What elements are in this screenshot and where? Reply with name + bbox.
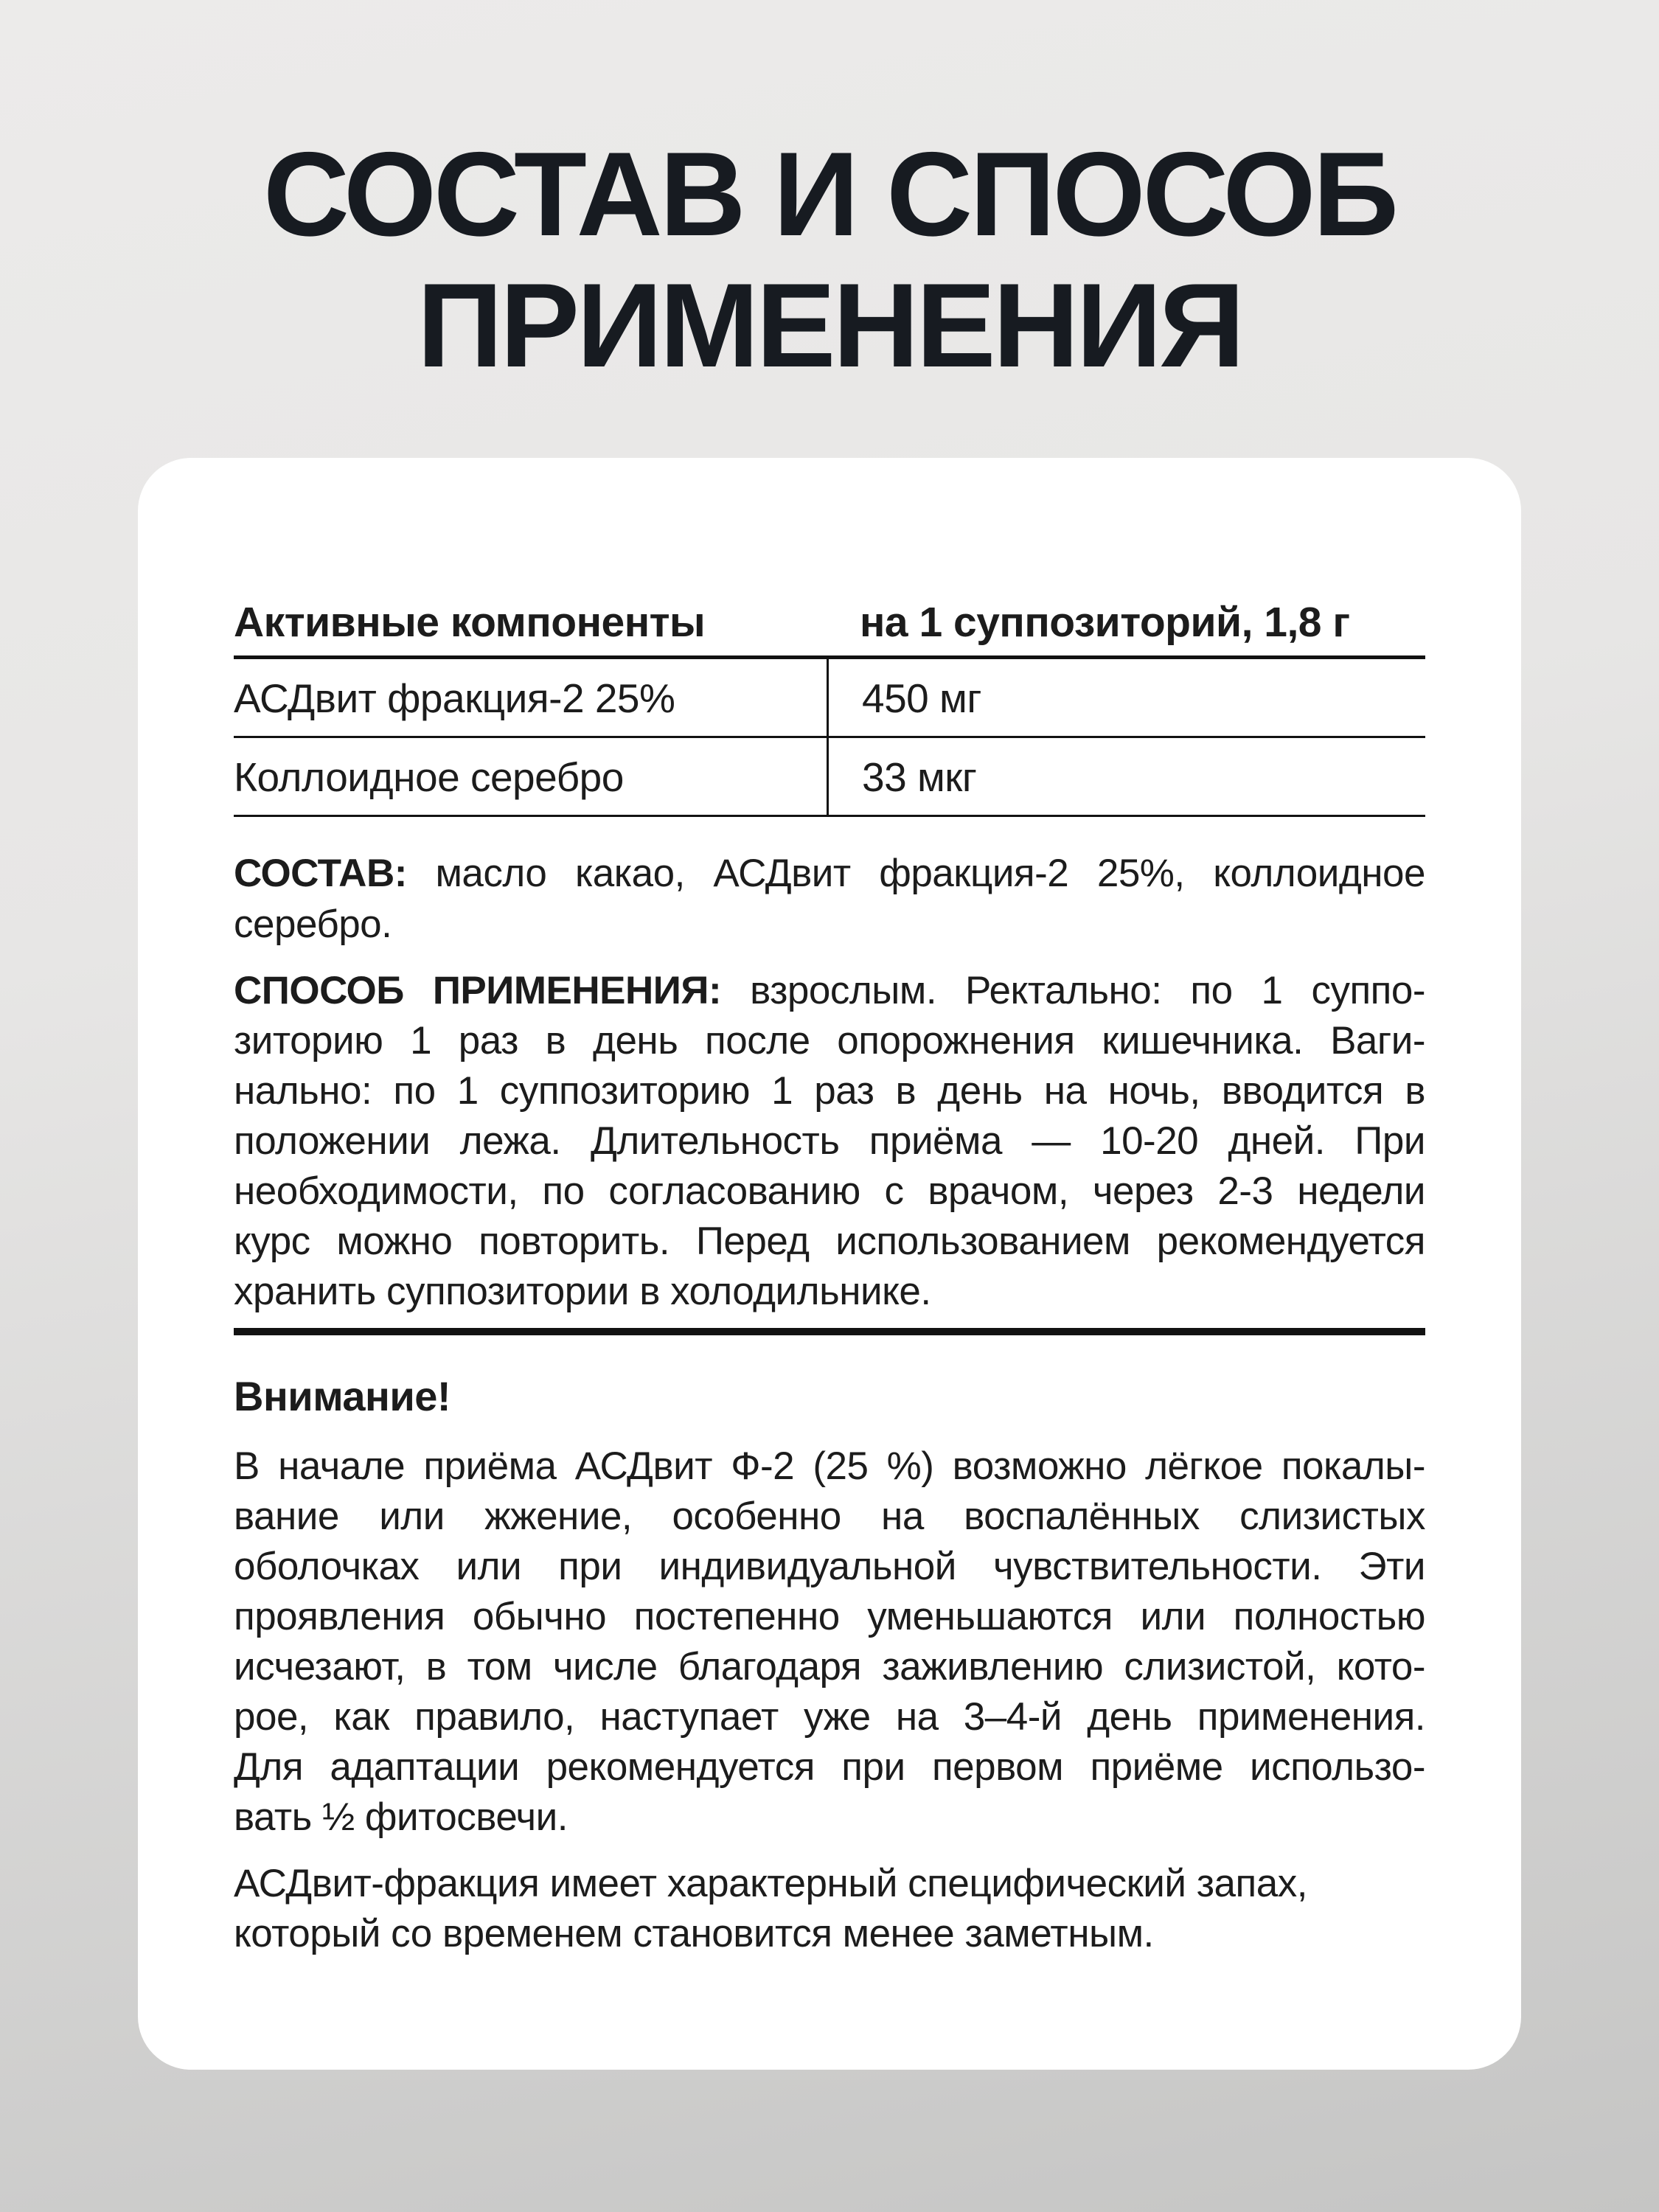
ingredient-name-cell: Коллоидное серебро: [234, 754, 624, 800]
text-line: вание или жжение, особенно на воспалённых слизистых: [234, 1495, 1425, 1538]
ingredient-name-cell: АСДвит фракция-2 25%: [234, 675, 675, 721]
composition-paragraph: [234, 848, 1425, 950]
text-line: зиторию 1 раз в день после опорожнения кишечника. Ваги-: [234, 1019, 1425, 1062]
odor-note-paragraph: [234, 1859, 1425, 1959]
title-line-2: ПРИМЕНЕНИЯ: [417, 259, 1242, 392]
text-line: хранить суппозитории в холодильнике.: [234, 1270, 931, 1313]
text-line: серебро.: [234, 902, 392, 946]
text-line: положении лежа. Длительность приёма — 10-20 дней. При: [234, 1119, 1425, 1163]
paragraph-lead: СПОСОБ ПРИМЕНЕНИЯ:: [234, 969, 722, 1012]
text-line: нально: по 1 суппозиторию 1 раз в день на ночь, вводится в: [234, 1069, 1425, 1113]
table-body: [234, 659, 1425, 817]
text-line: курс можно повторить. Перед использованием рекомендуется: [234, 1220, 1425, 1263]
column-header-per-suppository: на 1 суппозиторий, 1,8 г: [860, 599, 1350, 646]
text-line: вать ½ фитосвечи.: [234, 1795, 568, 1839]
text-line: оболочках или при индивидуальной чувствительности. Эти: [234, 1545, 1425, 1588]
text-line: АСДвит-фракция имеет характерный специфический запах,: [234, 1862, 1307, 1905]
text-line: В начале приёма АСДвит Ф-2 (25 %) возможно лёгкое покалы-: [234, 1444, 1425, 1488]
table-row: [234, 659, 1425, 738]
text-line: который со временем становится менее заметным.: [234, 1912, 1154, 1955]
column-header-components: Активные компоненты: [234, 599, 706, 646]
text-line: рое, как правило, наступает уже на 3–4-й день применения.: [234, 1695, 1425, 1739]
components-table: [234, 598, 1425, 817]
section-divider: [234, 1328, 1425, 1335]
text-line: исчезают, в том числе благодаря заживлению слизистой, кото-: [234, 1645, 1425, 1688]
info-card: [138, 458, 1521, 2070]
ingredient-value-cell: 33 мкг: [827, 738, 1425, 815]
page-title: [0, 0, 1659, 392]
usage-paragraph: [234, 966, 1425, 1317]
title-line-1: СОСТАВ И СПОСОБ: [263, 128, 1396, 261]
text-line: СПОСОБ ПРИМЕНЕНИЯ: взрослым. Ректально: по 1 суппо-: [234, 969, 1425, 1012]
text-line: СОСТАВ: масло какао, АСДвит фракция-2 25%, коллоидное: [234, 852, 1425, 895]
table-row: [234, 738, 1425, 817]
attention-heading: Внимание!: [234, 1373, 451, 1419]
text-line: необходимости, по согласованию с врачом, через 2-3 недели: [234, 1169, 1425, 1213]
ingredient-value-cell: 450 мг: [827, 659, 1425, 736]
table-header-row: [234, 598, 1425, 659]
text-line: проявления обычно постепенно уменьшаются или полностью: [234, 1595, 1425, 1638]
paragraph-lead: СОСТАВ:: [234, 852, 407, 895]
text-line: Для адаптации рекомендуется при первом приёме использо-: [234, 1745, 1425, 1789]
attention-paragraph: [234, 1441, 1425, 1843]
